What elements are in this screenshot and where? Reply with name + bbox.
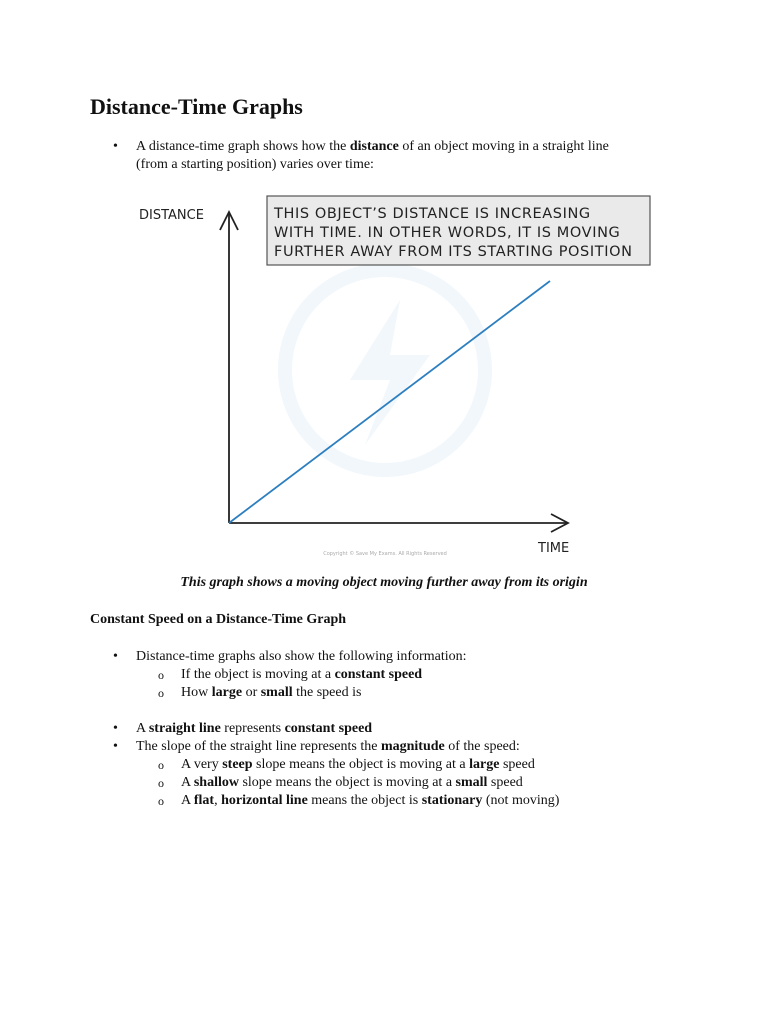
text-run: , (214, 793, 222, 808)
bullet-text (136, 738, 520, 756)
bold-run: shallow (193, 775, 239, 790)
sub-bullet-text (181, 792, 559, 810)
x-axis-label: TIME (538, 541, 570, 556)
bold-run: constant speed (334, 667, 423, 682)
bold-run: steep (222, 757, 253, 772)
copyright-text: Copyright © Save My Exams. All Rights Reserved (323, 551, 447, 557)
text-run: If the object is moving at a (181, 667, 335, 682)
bullet-icon: • (113, 739, 118, 754)
sub-bullet-icon: o (158, 686, 164, 700)
bullet-icon: • (113, 721, 118, 736)
page-title: Distance-Time Graphs (90, 94, 303, 119)
bold-run: flat (193, 793, 215, 808)
section-heading: Constant Speed on a Distance-Time Graph (90, 612, 347, 627)
text-run: the speed is (292, 685, 362, 700)
text-run: How (181, 685, 212, 700)
sub-bullet-text (181, 684, 361, 702)
text-run: represents (220, 721, 285, 736)
text-run: of an object moving in a straight line (398, 139, 609, 154)
text-run: A (136, 721, 149, 736)
bold-run: constant speed (284, 721, 373, 736)
intro-line-2: (from a starting position) varies over time: (136, 157, 374, 172)
bold-run: large (211, 685, 243, 700)
bold-run: small (455, 775, 488, 790)
bold-run: straight line (148, 721, 221, 736)
bullet-icon: • (113, 139, 118, 154)
text-run: speed (499, 757, 535, 772)
figure-caption: This graph shows a moving object moving further away from its origin (180, 575, 588, 590)
bold-run: stationary (421, 793, 483, 808)
sub-bullet-text (181, 666, 422, 684)
y-axis-label: DISTANCE (139, 208, 204, 223)
text-run: A (181, 793, 194, 808)
bullet-text (136, 720, 372, 738)
text-run: slope means the object is moving at a (252, 757, 470, 772)
text-run: or (242, 685, 261, 700)
bold-run: small (260, 685, 293, 700)
callout-line-2: WITH TIME. IN OTHER WORDS, IT IS MOVING (274, 225, 621, 241)
watermark-logo-icon (285, 270, 485, 470)
bullet-text: Distance-time graphs also show the following information: (136, 649, 467, 664)
text-run: A very (181, 757, 223, 772)
text-run: (not moving) (482, 793, 560, 808)
sub-bullet-icon: o (158, 776, 164, 790)
sub-bullet-icon: o (158, 794, 164, 808)
sub-bullet-text (181, 774, 523, 792)
text-run: A (181, 775, 194, 790)
sub-bullet-text (181, 756, 535, 774)
bold-run: magnitude (380, 739, 445, 754)
sub-bullet-icon: o (158, 668, 164, 682)
sub-bullet-icon: o (158, 758, 164, 772)
text-run: The slope of the straight line represents the (136, 739, 381, 754)
text-run: means the object is (307, 793, 422, 808)
callout-line-3: FURTHER AWAY FROM ITS STARTING POSITION (274, 244, 633, 260)
text-run: slope means the object is moving at a (238, 775, 456, 790)
text-run: A distance-time graph shows how the (136, 139, 350, 154)
bold-run: large (469, 757, 500, 772)
bold-run: horizontal line (221, 793, 308, 808)
callout-line-1: THIS OBJECT’S DISTANCE IS INCREASING (274, 206, 591, 222)
bold-run: distance (349, 139, 399, 154)
text-run: of the speed: (444, 739, 520, 754)
bullet-icon: • (113, 649, 118, 664)
text-run: speed (487, 775, 523, 790)
